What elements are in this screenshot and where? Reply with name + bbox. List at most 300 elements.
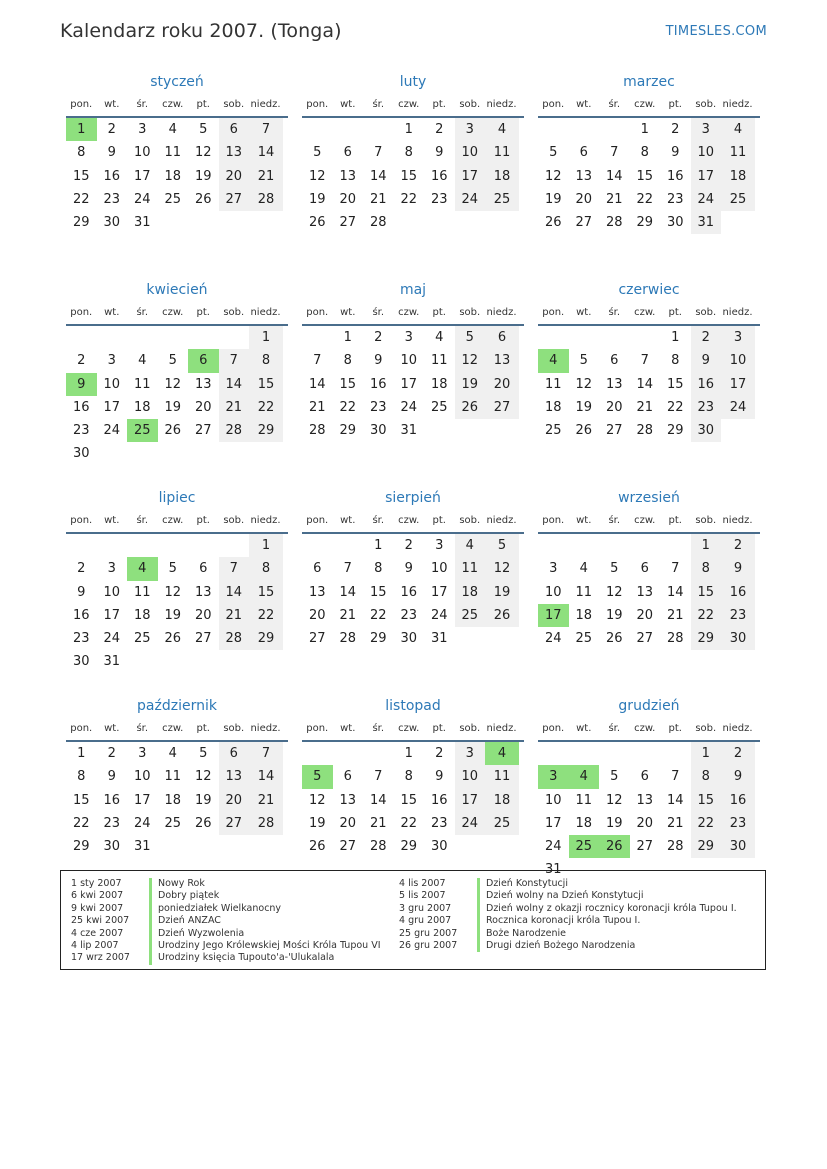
weekday-label: pt. <box>432 99 446 110</box>
day-cell: 27 <box>308 631 326 647</box>
day-cell: 28 <box>666 839 684 855</box>
weekday-header <box>302 94 524 118</box>
day-cell: 30 <box>103 215 121 231</box>
month-name: kwiecień <box>146 282 208 298</box>
legend-row <box>71 878 381 890</box>
month-name: październik <box>137 698 217 714</box>
day-cell: 19 <box>544 191 562 207</box>
day-cell: 12 <box>605 792 623 808</box>
month-name: czerwiec <box>618 282 680 298</box>
day-cell: 15 <box>400 792 418 808</box>
day-cell: 15 <box>400 168 418 184</box>
day-cell: 12 <box>308 168 326 184</box>
day-cell: 4 <box>435 330 444 345</box>
empty-cell <box>538 118 569 141</box>
holiday-date: 4 lis 2007 <box>399 878 446 889</box>
day-cell: 27 <box>485 396 519 419</box>
day-cell: 12 <box>605 584 623 600</box>
day-cell: 7 <box>249 742 283 765</box>
weekday-label: śr. <box>136 723 149 734</box>
weekday-label: czw. <box>162 307 184 318</box>
weekday-label: wt. <box>104 307 120 318</box>
day-cell: 17 <box>103 607 121 623</box>
day-cell: 7 <box>219 557 250 580</box>
day-cell: 19 <box>164 607 182 623</box>
day-cell: 22 <box>666 399 684 415</box>
day-cell: 9 <box>435 145 444 161</box>
empty-cell <box>302 742 333 765</box>
day-cell: 16 <box>72 607 90 623</box>
empty-cell <box>249 650 283 673</box>
day-cell: 21 <box>605 191 623 207</box>
legend-row <box>399 940 737 952</box>
empty-cell <box>455 211 486 234</box>
weekday-label: czw. <box>634 723 656 734</box>
day-cell: 20 <box>194 607 212 623</box>
holiday-date: 5 lis 2007 <box>399 890 446 902</box>
empty-cell <box>127 534 158 557</box>
day-cell: 19 <box>605 607 623 623</box>
weekday-label: sob. <box>223 515 245 526</box>
day-cell: 31 <box>691 211 722 234</box>
weekday-label: wt. <box>340 723 356 734</box>
empty-cell <box>127 442 158 465</box>
day-cell: 14 <box>249 141 283 164</box>
day-cell: 16 <box>103 168 121 184</box>
day-cell: 22 <box>249 604 283 627</box>
day-cell: 11 <box>485 765 519 788</box>
day-cell: 19 <box>164 399 182 415</box>
empty-cell <box>127 650 158 673</box>
holiday-marker <box>149 928 152 940</box>
empty-cell <box>599 742 630 765</box>
weekday-label: pon. <box>542 515 565 526</box>
empty-cell <box>158 326 189 349</box>
day-cell: 21 <box>249 789 283 812</box>
weekday-label: niedz. <box>250 307 281 318</box>
day-cell: 17 <box>455 165 486 188</box>
empty-cell <box>363 742 394 765</box>
holiday-marker <box>149 878 152 890</box>
weekday-label: śr. <box>372 515 385 526</box>
day-cell: 5 <box>579 353 588 369</box>
empty-cell <box>599 534 630 557</box>
day-cell: 19 <box>194 792 212 808</box>
weekday-label: niedz. <box>486 515 517 526</box>
month-name: maj <box>399 282 427 298</box>
empty-cell <box>455 627 486 650</box>
day-cell: 11 <box>485 141 519 164</box>
day-cell: 12 <box>308 792 326 808</box>
day-cell: 3 <box>455 742 486 765</box>
month-name: grudzień <box>618 698 680 714</box>
day-cell: 24 <box>455 188 486 211</box>
day-cell: 11 <box>575 792 593 808</box>
day-cell: 14 <box>605 168 623 184</box>
holiday-name: Dobry piątek <box>158 890 220 902</box>
weekday-label: pon. <box>542 723 565 734</box>
day-cell: 27 <box>636 631 654 647</box>
day-cell: 14 <box>308 376 326 392</box>
day-cell: 16 <box>721 789 755 812</box>
weekday-header <box>66 94 288 118</box>
empty-cell <box>158 442 189 465</box>
day-cell: 6 <box>610 353 619 369</box>
empty-cell <box>158 650 189 673</box>
holiday-date: 25 kwi 2007 <box>71 915 130 927</box>
day-cell: 18 <box>455 581 486 604</box>
day-cell: 8 <box>691 765 722 788</box>
day-cell: 3 <box>549 561 558 577</box>
day-cell: 3 <box>455 118 486 141</box>
day-cell: 29 <box>339 423 357 439</box>
day-cell: 30 <box>72 654 90 670</box>
day-cell: 24 <box>103 631 121 647</box>
day-cell: 29 <box>691 627 722 650</box>
day-cell: 17 <box>691 165 722 188</box>
legend-column-left <box>71 878 381 965</box>
day-cell: 2 <box>691 326 722 349</box>
holiday-marker <box>149 903 152 915</box>
day-cell: 26 <box>194 815 212 831</box>
weekday-label: śr. <box>608 723 621 734</box>
day-cell: 26 <box>485 604 519 627</box>
day-cell: 24 <box>430 607 448 623</box>
legend-row <box>399 928 737 940</box>
month-calendar <box>302 488 524 696</box>
holiday-name: Dzień ANZAC <box>158 915 221 927</box>
day-cell: 1 <box>249 534 283 557</box>
day-cell: 8 <box>374 561 383 577</box>
weekday-label: sob. <box>223 99 245 110</box>
month-name: wrzesień <box>618 490 680 506</box>
holiday-date: 4 gru 2007 <box>399 915 452 927</box>
empty-cell <box>219 442 250 465</box>
day-cell: 14 <box>666 584 684 600</box>
empty-cell <box>219 534 250 557</box>
day-cell: 12 <box>575 376 593 392</box>
day-cell: 26 <box>164 423 182 439</box>
empty-cell <box>302 534 333 557</box>
empty-cell <box>538 326 569 349</box>
day-cell: 9 <box>374 353 383 369</box>
empty-cell <box>219 326 250 349</box>
weekday-label: wt. <box>340 515 356 526</box>
weekday-label: sob. <box>695 515 717 526</box>
holiday-day-cell: 5 <box>302 765 333 788</box>
empty-cell <box>188 835 219 858</box>
weekday-label: czw. <box>162 723 184 734</box>
holiday-marker <box>477 940 480 952</box>
weekday-header <box>538 510 760 534</box>
day-cell: 30 <box>400 631 418 647</box>
empty-cell <box>569 118 600 141</box>
day-grid <box>302 742 524 858</box>
day-grid <box>538 118 760 234</box>
day-cell: 8 <box>77 769 86 785</box>
day-cell: 18 <box>485 789 519 812</box>
day-cell: 11 <box>133 584 151 600</box>
weekday-label: śr. <box>136 99 149 110</box>
day-cell: 2 <box>671 122 680 137</box>
day-cell: 1 <box>77 746 86 761</box>
day-cell: 13 <box>485 349 519 372</box>
holiday-date: 1 sty 2007 <box>71 878 122 889</box>
day-cell: 31 <box>103 654 121 670</box>
weekday-label: pt. <box>432 723 446 734</box>
empty-cell <box>219 211 250 234</box>
weekday-label: sob. <box>223 307 245 318</box>
day-cell: 12 <box>164 584 182 600</box>
day-cell: 8 <box>404 145 413 161</box>
empty-cell <box>158 534 189 557</box>
holiday-date: 4 cze 2007 <box>71 927 124 939</box>
weekday-label: pt. <box>668 307 682 318</box>
day-cell: 25 <box>544 423 562 439</box>
holiday-day-cell: 3 <box>538 765 569 788</box>
weekday-label: sob. <box>695 723 717 734</box>
day-cell: 17 <box>430 584 448 600</box>
day-grid <box>66 742 288 858</box>
day-cell: 15 <box>369 584 387 600</box>
day-cell: 15 <box>249 373 283 396</box>
day-cell: 18 <box>430 376 448 392</box>
day-cell: 13 <box>219 141 250 164</box>
day-cell: 15 <box>72 168 90 184</box>
day-cell: 19 <box>455 373 486 396</box>
day-cell: 17 <box>721 373 755 396</box>
day-cell: 2 <box>404 538 413 553</box>
day-cell: 5 <box>455 326 486 349</box>
day-cell: 5 <box>610 561 619 577</box>
weekday-label: wt. <box>104 723 120 734</box>
brand-link[interactable]: TIMESLES.COM <box>665 24 767 39</box>
day-cell: 22 <box>339 399 357 415</box>
day-cell: 13 <box>219 765 250 788</box>
day-cell: 1 <box>640 122 649 137</box>
weekday-label: niedz. <box>486 307 517 318</box>
weekday-label: sob. <box>695 99 717 110</box>
day-cell: 21 <box>636 399 654 415</box>
weekday-label: czw. <box>398 307 420 318</box>
day-cell: 10 <box>103 584 121 600</box>
empty-cell <box>721 419 755 442</box>
day-cell: 18 <box>133 399 151 415</box>
day-cell: 23 <box>721 604 755 627</box>
day-cell: 22 <box>691 604 722 627</box>
day-cell: 10 <box>691 141 722 164</box>
empty-cell <box>538 534 569 557</box>
day-cell: 14 <box>369 792 387 808</box>
day-cell: 30 <box>721 627 755 650</box>
weekday-label: pon. <box>542 99 565 110</box>
month-name: marzec <box>623 74 675 90</box>
day-cell: 15 <box>691 789 722 812</box>
weekday-label: pon. <box>70 515 93 526</box>
weekday-label: czw. <box>398 515 420 526</box>
weekday-label: pt. <box>432 515 446 526</box>
day-cell: 30 <box>666 215 684 231</box>
holiday-day-cell: 1 <box>66 118 97 141</box>
day-cell: 8 <box>404 769 413 785</box>
holiday-day-cell: 4 <box>569 765 600 788</box>
weekday-label: pt. <box>196 99 210 110</box>
day-cell: 24 <box>400 399 418 415</box>
day-cell: 20 <box>219 789 250 812</box>
day-cell: 19 <box>194 168 212 184</box>
day-cell: 8 <box>343 353 352 369</box>
empty-cell <box>188 442 219 465</box>
day-cell: 28 <box>308 423 326 439</box>
holiday-name: Boże Narodzenie <box>486 927 566 939</box>
day-cell: 3 <box>138 746 147 761</box>
day-cell: 18 <box>544 399 562 415</box>
day-grid <box>302 118 524 234</box>
day-cell: 25 <box>133 631 151 647</box>
weekday-label: wt. <box>576 307 592 318</box>
holiday-name: Rocznica koronacji króla Tupou I. <box>486 915 641 927</box>
day-cell: 28 <box>666 631 684 647</box>
day-cell: 16 <box>666 168 684 184</box>
day-cell: 27 <box>605 423 623 439</box>
day-cell: 25 <box>164 191 182 207</box>
holiday-name: Dzień wolny na Dzień Konstytucji <box>486 890 644 902</box>
empty-cell <box>158 211 189 234</box>
day-cell: 18 <box>133 607 151 623</box>
empty-cell <box>485 211 519 234</box>
day-cell: 13 <box>194 584 212 600</box>
empty-cell <box>538 742 569 765</box>
day-cell: 14 <box>666 792 684 808</box>
holiday-marker <box>149 915 152 927</box>
day-cell: 24 <box>103 423 121 439</box>
month-calendar <box>66 72 288 280</box>
page-title: Kalendarz roku 2007. (Tonga) <box>60 20 342 42</box>
day-cell: 16 <box>691 373 722 396</box>
day-cell: 19 <box>485 581 519 604</box>
day-cell: 20 <box>485 373 519 396</box>
day-cell: 3 <box>435 538 444 553</box>
day-cell: 9 <box>107 769 116 785</box>
day-cell: 4 <box>168 746 177 761</box>
day-cell: 12 <box>194 145 212 161</box>
day-cell: 23 <box>369 399 387 415</box>
month-calendar <box>538 488 760 696</box>
month-name: listopad <box>385 698 441 714</box>
holiday-name: Dzień wolny z okazji rocznicy koronacji króla Tupou I. <box>486 902 737 914</box>
day-grid <box>538 534 760 650</box>
day-cell: 3 <box>138 122 147 137</box>
day-cell: 4 <box>721 118 755 141</box>
weekday-header <box>538 302 760 326</box>
day-cell: 6 <box>199 561 208 577</box>
month-calendar <box>538 280 760 488</box>
holiday-day-cell: 6 <box>188 349 219 372</box>
day-cell: 2 <box>374 330 383 345</box>
day-cell: 14 <box>369 168 387 184</box>
day-cell: 13 <box>339 792 357 808</box>
empty-cell <box>333 742 364 765</box>
day-cell: 29 <box>369 631 387 647</box>
weekday-label: niedz. <box>722 99 753 110</box>
day-cell: 2 <box>435 746 444 761</box>
day-cell: 5 <box>313 145 322 161</box>
day-cell: 6 <box>343 145 352 161</box>
day-cell: 26 <box>308 215 326 231</box>
day-cell: 29 <box>249 627 283 650</box>
weekday-label: śr. <box>608 99 621 110</box>
day-cell: 19 <box>308 191 326 207</box>
day-cell: 10 <box>430 561 448 577</box>
month-name: lipiec <box>158 490 196 506</box>
empty-cell <box>219 835 250 858</box>
legend-row <box>71 952 381 964</box>
holiday-name: poniedziałek Wielkanocny <box>158 902 282 914</box>
weekday-label: niedz. <box>722 307 753 318</box>
month-name: styczeń <box>150 74 204 90</box>
day-cell: 15 <box>249 581 283 604</box>
empty-cell <box>158 835 189 858</box>
holiday-marker <box>477 915 480 927</box>
holiday-name: Urodziny Jego Królewskiej Mości Króla Tupou VI <box>158 939 381 951</box>
day-cell: 9 <box>404 561 413 577</box>
weekday-label: wt. <box>576 515 592 526</box>
holiday-day-cell: 26 <box>599 835 630 858</box>
day-cell: 31 <box>133 215 151 231</box>
empty-cell <box>660 534 691 557</box>
weekday-label: sob. <box>459 515 481 526</box>
day-cell: 27 <box>194 423 212 439</box>
legend-row <box>71 928 381 940</box>
day-cell: 5 <box>485 534 519 557</box>
day-cell: 1 <box>691 742 722 765</box>
day-cell: 27 <box>339 839 357 855</box>
day-cell: 13 <box>605 376 623 392</box>
day-cell: 27 <box>194 631 212 647</box>
empty-cell <box>188 211 219 234</box>
weekday-header <box>302 302 524 326</box>
day-cell: 23 <box>721 812 755 835</box>
day-cell: 21 <box>666 815 684 831</box>
month-name: sierpień <box>385 490 441 506</box>
day-cell: 20 <box>636 815 654 831</box>
weekday-label: pon. <box>70 723 93 734</box>
day-cell: 21 <box>369 191 387 207</box>
weekday-label: śr. <box>372 99 385 110</box>
day-cell: 11 <box>544 376 562 392</box>
day-cell: 14 <box>636 376 654 392</box>
day-cell: 20 <box>339 191 357 207</box>
holiday-marker <box>477 890 480 902</box>
day-cell: 27 <box>636 839 654 855</box>
weekday-header <box>538 718 760 742</box>
day-cell: 29 <box>400 839 418 855</box>
day-cell: 24 <box>455 812 486 835</box>
day-cell: 16 <box>369 376 387 392</box>
weekday-label: śr. <box>372 723 385 734</box>
day-cell: 28 <box>369 839 387 855</box>
legend-row <box>71 890 381 902</box>
day-cell: 6 <box>640 561 649 577</box>
holiday-marker <box>149 940 152 952</box>
legend-row <box>399 915 737 927</box>
day-cell: 31 <box>430 631 448 647</box>
weekday-label: czw. <box>162 99 184 110</box>
day-cell: 25 <box>485 188 519 211</box>
weekday-label: śr. <box>136 307 149 318</box>
empty-cell <box>630 534 661 557</box>
day-cell: 27 <box>219 188 250 211</box>
